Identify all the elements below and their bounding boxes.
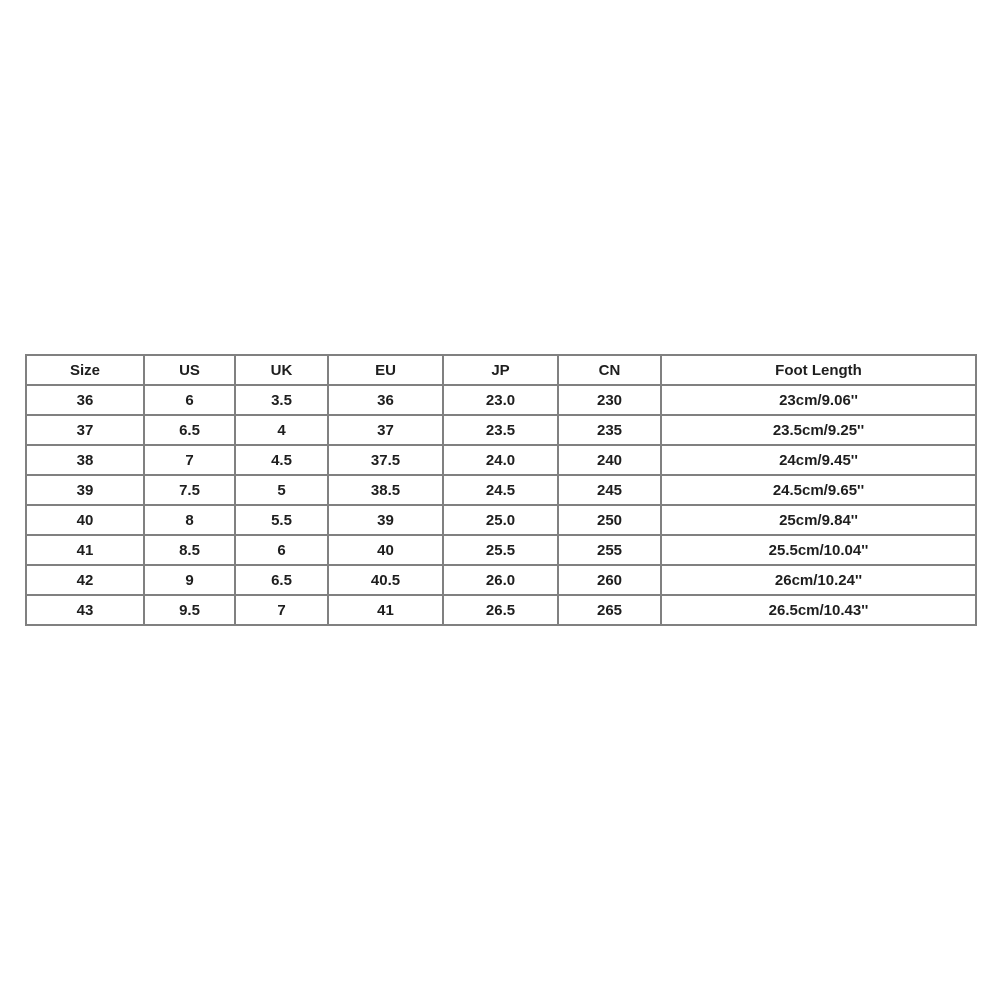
- cell-size: 43: [26, 595, 144, 625]
- table-row: [26, 535, 976, 565]
- cell-uk: 5: [235, 475, 328, 505]
- cell-foot-length: 26cm/10.24'': [661, 565, 976, 595]
- cell-eu: 39: [328, 505, 443, 535]
- cell-us: 7: [144, 445, 235, 475]
- cell-foot-length: 23.5cm/9.25'': [661, 415, 976, 445]
- cell-size: 38: [26, 445, 144, 475]
- table-row: [26, 385, 976, 415]
- cell-uk: 6.5: [235, 565, 328, 595]
- cell-size: 40: [26, 505, 144, 535]
- cell-foot-length: 23cm/9.06'': [661, 385, 976, 415]
- table-row: [26, 505, 976, 535]
- cell-jp: 23.5: [443, 415, 558, 445]
- cell-cn: 260: [558, 565, 661, 595]
- cell-foot-length: 24.5cm/9.65'': [661, 475, 976, 505]
- cell-cn: 240: [558, 445, 661, 475]
- cell-size: 37: [26, 415, 144, 445]
- header-row: [26, 355, 976, 385]
- cell-us: 7.5: [144, 475, 235, 505]
- header-cn: CN: [558, 355, 661, 385]
- table-body: [26, 385, 976, 625]
- cell-uk: 3.5: [235, 385, 328, 415]
- cell-cn: 235: [558, 415, 661, 445]
- cell-eu: 38.5: [328, 475, 443, 505]
- cell-eu: 40.5: [328, 565, 443, 595]
- cell-cn: 245: [558, 475, 661, 505]
- cell-size: 36: [26, 385, 144, 415]
- cell-size: 42: [26, 565, 144, 595]
- cell-uk: 5.5: [235, 505, 328, 535]
- cell-jp: 26.5: [443, 595, 558, 625]
- table-row: [26, 445, 976, 475]
- cell-foot-length: 25.5cm/10.04'': [661, 535, 976, 565]
- size-chart-table: [25, 354, 977, 626]
- header-us: US: [144, 355, 235, 385]
- cell-us: 6: [144, 385, 235, 415]
- cell-cn: 265: [558, 595, 661, 625]
- cell-eu: 36: [328, 385, 443, 415]
- cell-eu: 40: [328, 535, 443, 565]
- cell-cn: 255: [558, 535, 661, 565]
- cell-us: 9.5: [144, 595, 235, 625]
- cell-jp: 26.0: [443, 565, 558, 595]
- cell-cn: 250: [558, 505, 661, 535]
- cell-jp: 24.5: [443, 475, 558, 505]
- cell-us: 6.5: [144, 415, 235, 445]
- cell-foot-length: 25cm/9.84'': [661, 505, 976, 535]
- header-uk: UK: [235, 355, 328, 385]
- cell-jp: 25.5: [443, 535, 558, 565]
- cell-foot-length: 26.5cm/10.43'': [661, 595, 976, 625]
- header-foot-length: Foot Length: [661, 355, 976, 385]
- cell-eu: 37.5: [328, 445, 443, 475]
- cell-uk: 6: [235, 535, 328, 565]
- cell-uk: 7: [235, 595, 328, 625]
- cell-us: 8.5: [144, 535, 235, 565]
- table-row: [26, 415, 976, 445]
- cell-eu: 37: [328, 415, 443, 445]
- cell-jp: 24.0: [443, 445, 558, 475]
- table-row: [26, 595, 976, 625]
- table-row: [26, 565, 976, 595]
- cell-uk: 4: [235, 415, 328, 445]
- header-eu: EU: [328, 355, 443, 385]
- cell-size: 39: [26, 475, 144, 505]
- cell-foot-length: 24cm/9.45'': [661, 445, 976, 475]
- cell-uk: 4.5: [235, 445, 328, 475]
- table-row: [26, 475, 976, 505]
- header-jp: JP: [443, 355, 558, 385]
- cell-cn: 230: [558, 385, 661, 415]
- cell-size: 41: [26, 535, 144, 565]
- cell-us: 8: [144, 505, 235, 535]
- cell-jp: 23.0: [443, 385, 558, 415]
- header-size: Size: [26, 355, 144, 385]
- cell-eu: 41: [328, 595, 443, 625]
- cell-jp: 25.0: [443, 505, 558, 535]
- cell-us: 9: [144, 565, 235, 595]
